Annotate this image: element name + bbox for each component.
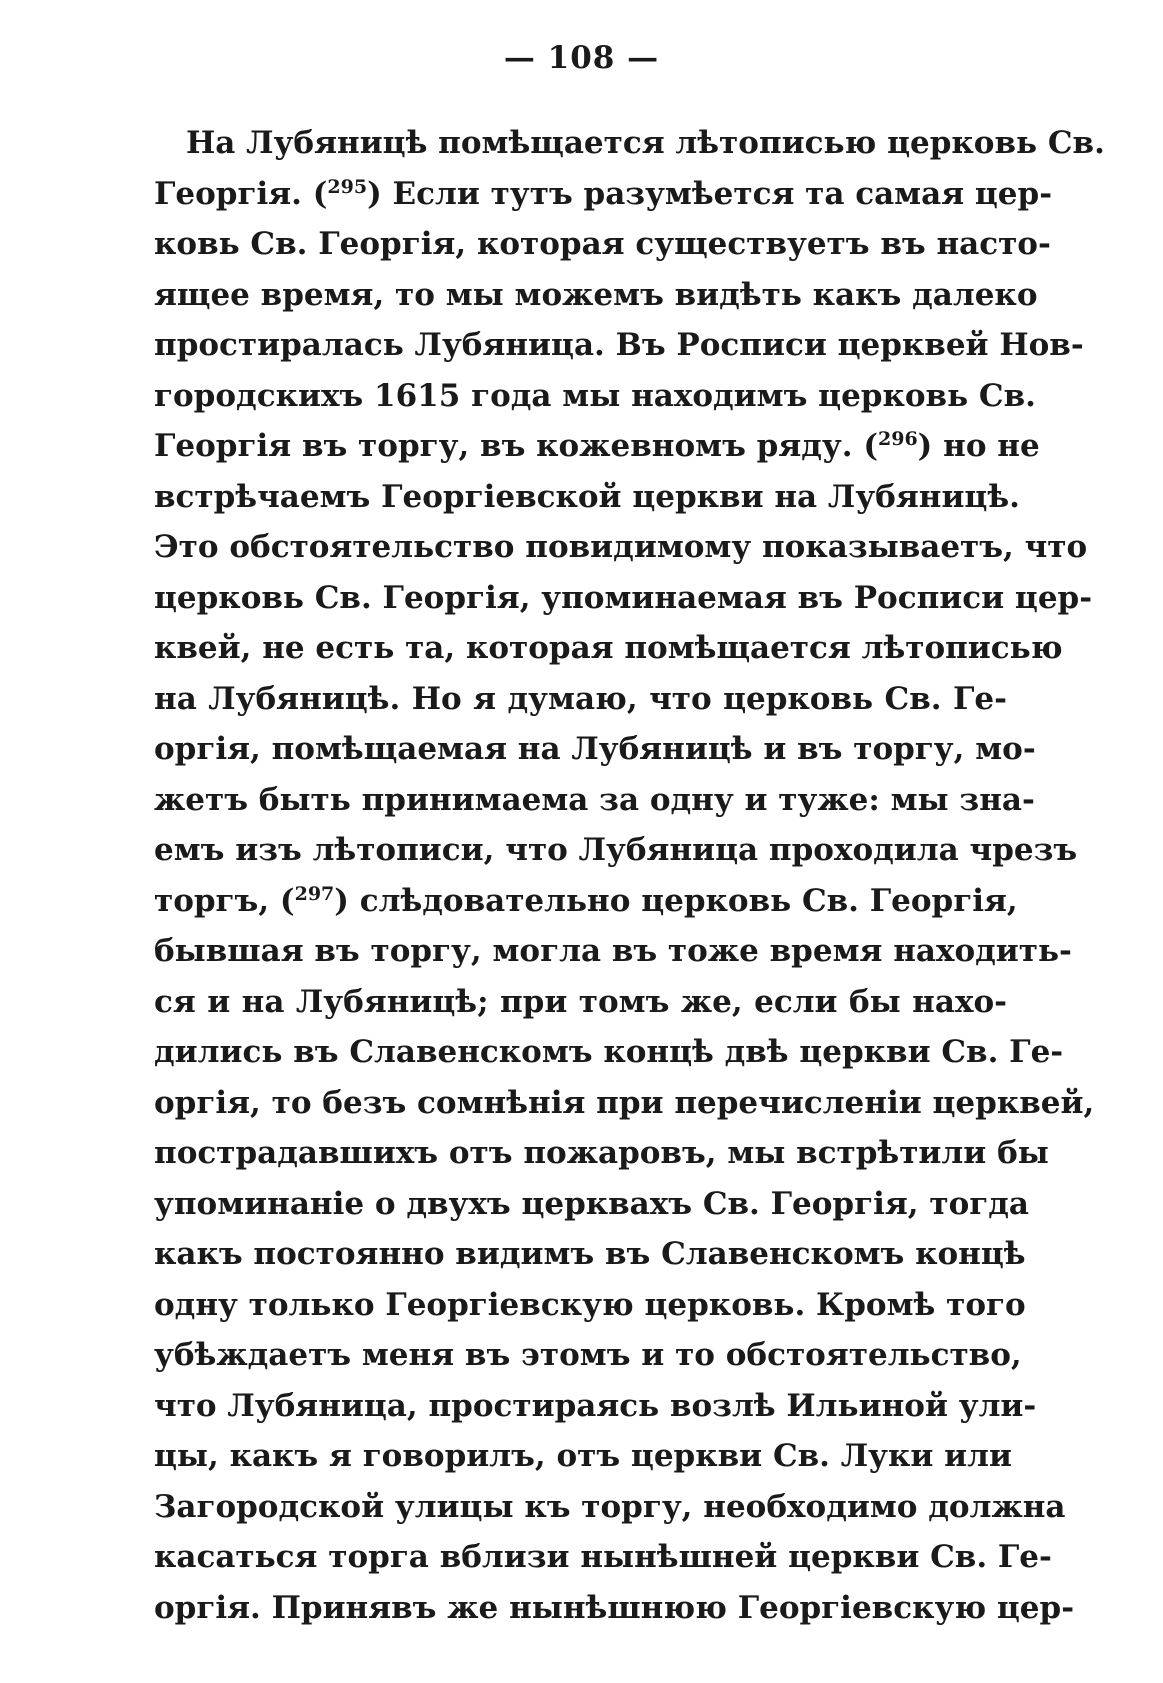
text-line: оргія, то безъ сомнѣнія при перечисленіи церквей, (154, 1084, 1095, 1121)
text-line: жетъ быть принимаема за одну и туже: мы зна- (154, 781, 1035, 818)
text-line: касаться торга вблизи нынѣшней церкви Св. Ге- (154, 1539, 1052, 1575)
footnote-ref[interactable]: 296 (878, 428, 918, 450)
text-line: Загородской улицы къ торгу, необходимо должна (154, 1488, 1066, 1525)
text-line: ся и на Лубяницѣ; при томъ же, если бы нахо- (154, 983, 1007, 1020)
text-line: квей, не есть та, которая помѣщается лѣтописью (154, 630, 1063, 666)
text-line: убѣждаетъ меня въ этомъ и то обстоятельство, (154, 1337, 1022, 1373)
text-line: церковь Св. Георгія, упоминаемая въ Росписи цер- (154, 579, 1093, 616)
text-line: ковь Св. Георгія, которая существуетъ въ насто- (154, 226, 1051, 262)
text-line: На Лубяницѣ помѣщается лѣтописью церковь Св. (186, 125, 1105, 161)
text-line: ящее время, то мы можемъ видѣть какъ далеко (154, 276, 1038, 313)
text-line: пострадавшихъ отъ пожаровъ, мы встрѣтили бы (154, 1135, 1049, 1171)
text-line: Это обстоятельство повидимому показываетъ, что (154, 529, 1088, 565)
body-text (154, 118, 1105, 1633)
text-line: что Лубяница, простираясь возлѣ Ильиной ули- (154, 1387, 1037, 1424)
text-line: какъ постоянно видимъ въ Славенскомъ концѣ (154, 1236, 1026, 1272)
text-line: торгъ, ($^{297}$) слѣдовательно церковь Св. Георгія, (154, 882, 1018, 919)
text-line: дились въ Славенскомъ концѣ двѣ церкви Св. Ге- (154, 1034, 1064, 1070)
footnote-ref[interactable]: 297 (294, 882, 335, 905)
text-line: емъ изъ лѣтописи, что Лубяница проходила чрезъ (154, 832, 1078, 868)
text-line: одну только Георгіевскую церковь. Кромѣ того (154, 1286, 1026, 1323)
page-number: — 108 — (503, 40, 660, 76)
text-line: Георгія. ($^{295}$) Если тутъ разумѣется та самая цер- (154, 175, 1053, 212)
text-line: цы, какъ я говорилъ, отъ церкви Св. Луки или (154, 1438, 1013, 1474)
text-line: встрѣчаемъ Георгіевской церкви на Лубяницѣ. (154, 478, 1020, 515)
text-line: Георгія въ торгу, въ кожевномъ ряду. ($^{296}$) но не (154, 428, 1040, 464)
text-line: упоминаніе о двухъ церквахъ Св. Георгія, тогда (154, 1185, 1029, 1222)
text-line: на Лубяницѣ. Но я думаю, что церковь Св. Ге- (154, 680, 1007, 717)
text-line: оргія, помѣщаемая на Лубяницѣ и въ торгу, мо- (154, 731, 1036, 767)
text-line: простиралась Лубяница. Въ Росписи церквей Нов- (154, 327, 1084, 363)
text-line: оргія. Принявъ же нынѣшнюю Георгіевскую цер- (154, 1589, 1075, 1626)
footnote-ref[interactable]: 295 (327, 175, 368, 198)
text-line: городскихъ 1615 года мы находимъ церковь Св. (154, 377, 1036, 414)
text-line: бывшая въ торгу, могла въ тоже время находить- (154, 933, 1072, 969)
